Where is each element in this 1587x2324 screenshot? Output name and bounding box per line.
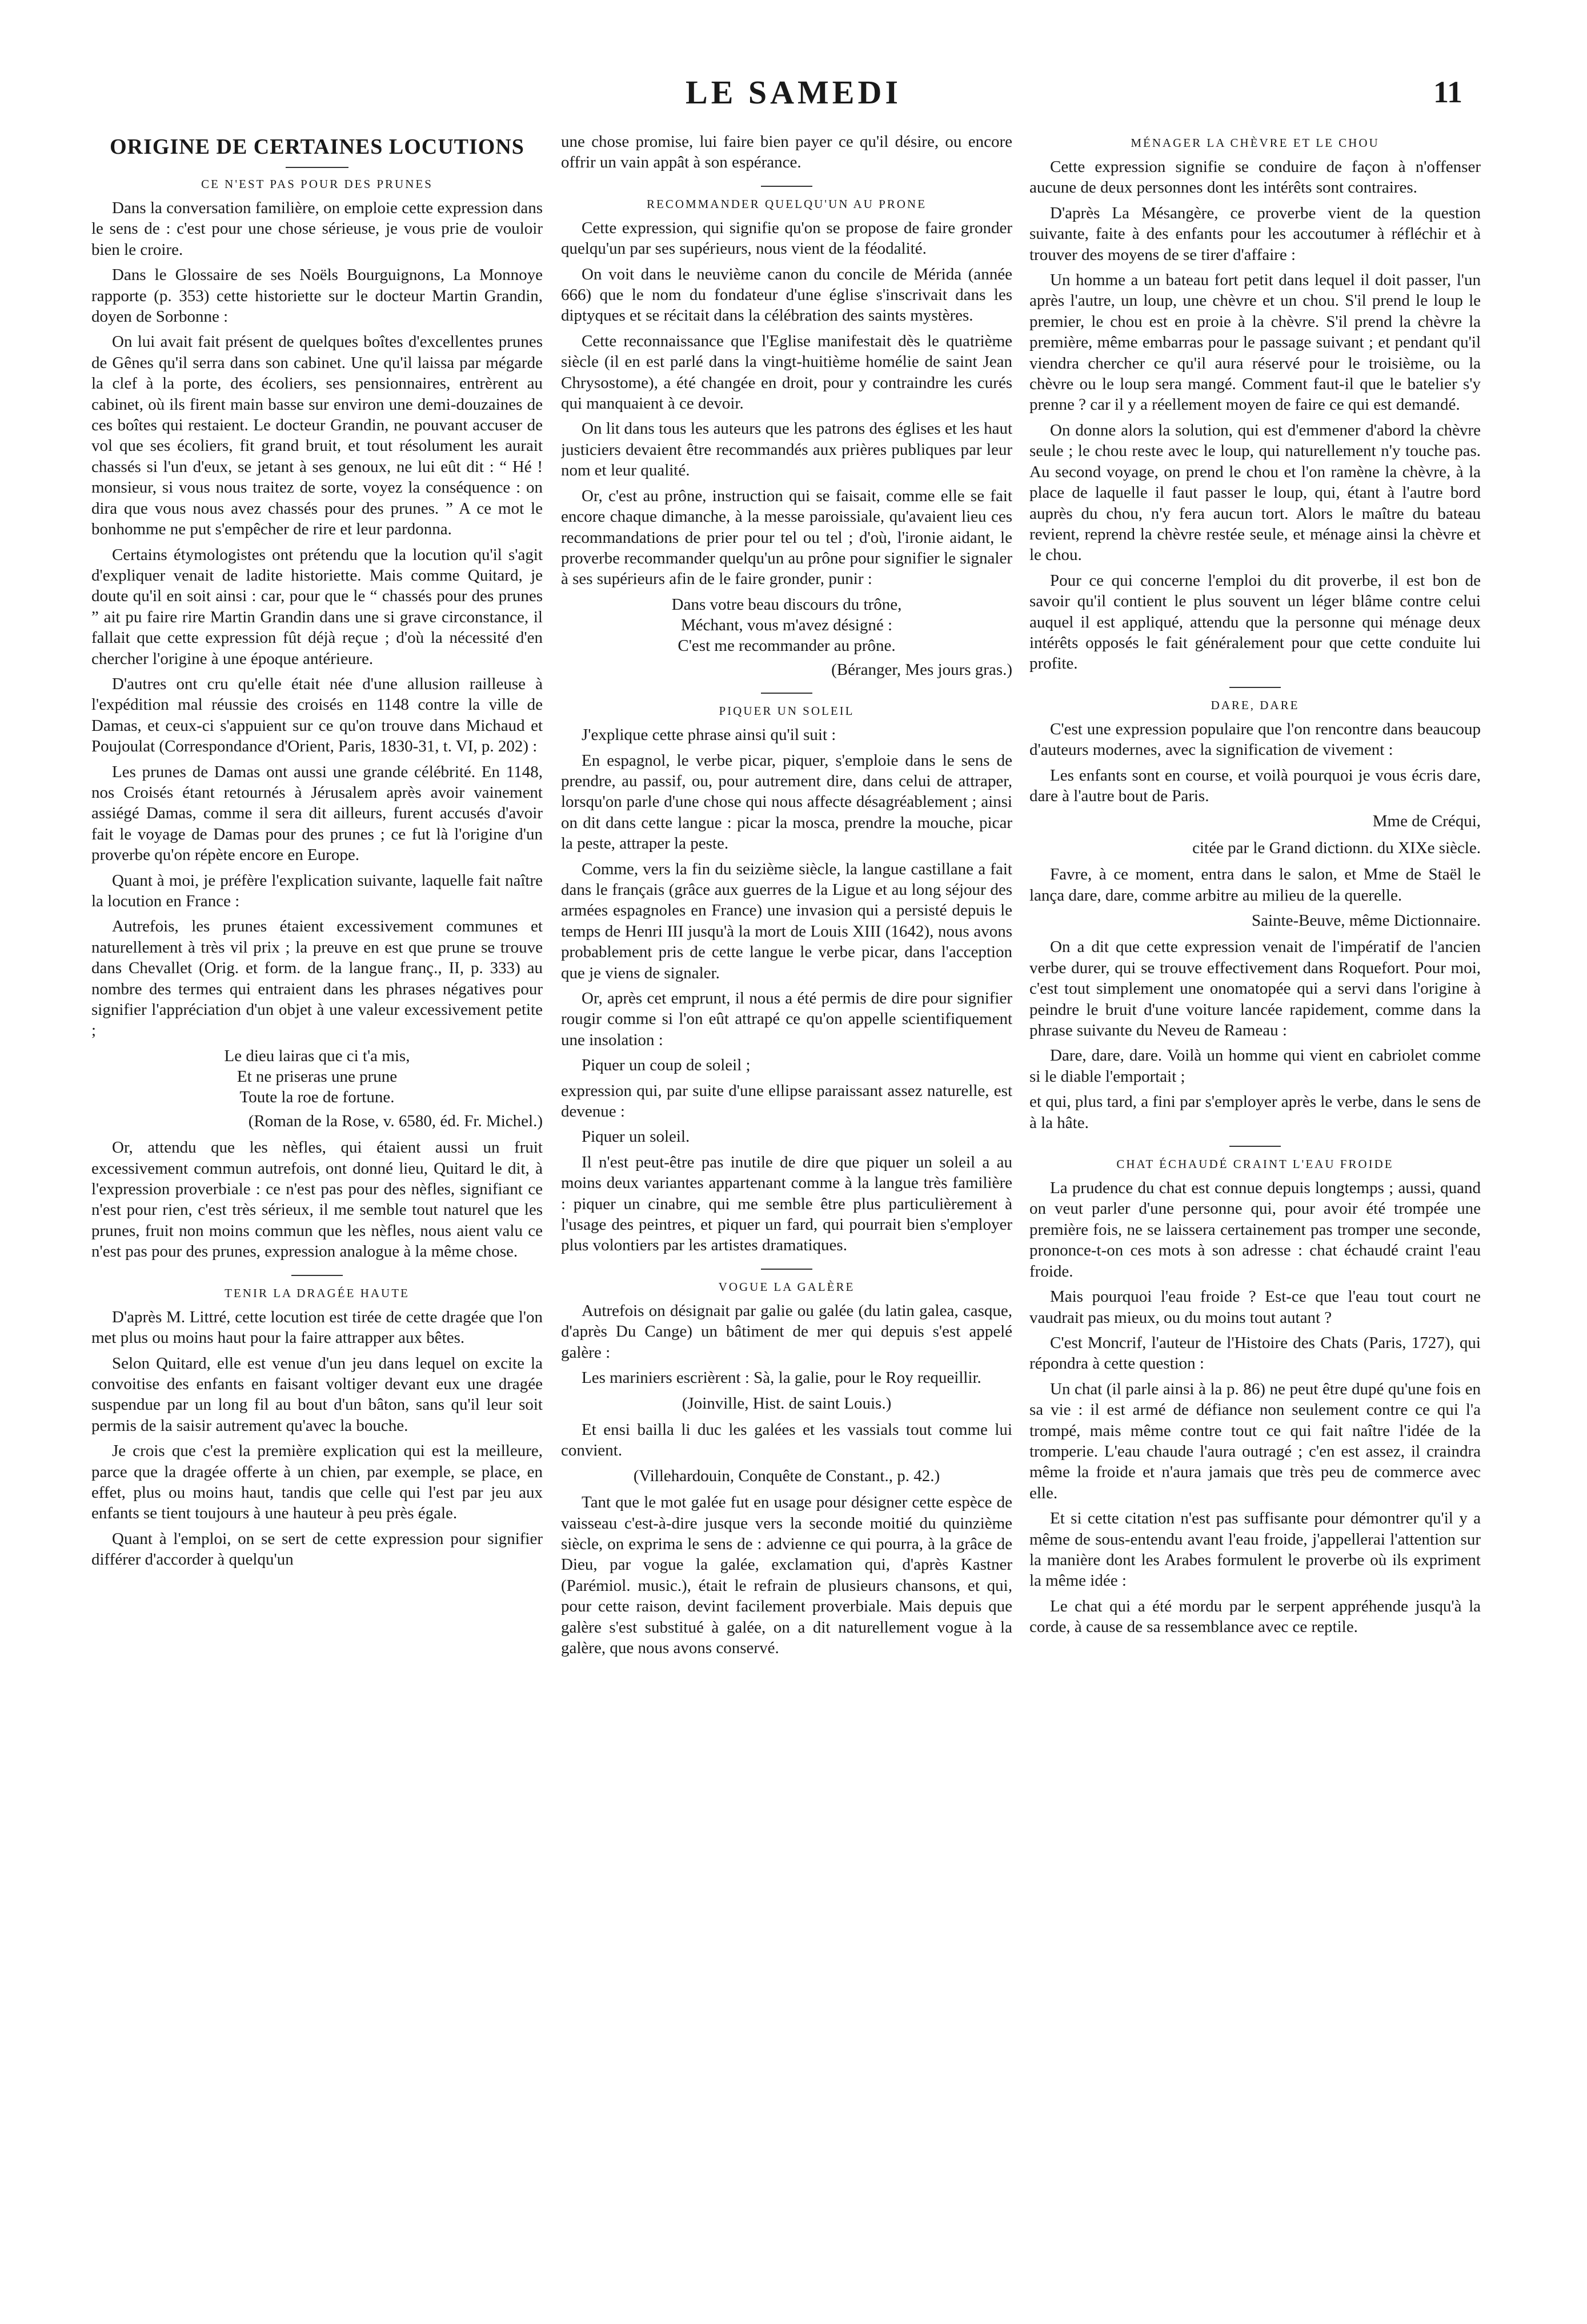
paragraph: et qui, plus tard, a fini par s'employer après le verbe, dans le sens de à la hâte. <box>1029 1093 1481 1132</box>
paragraph: Selon Quitard, elle est venue d'un jeu dans lequel on excite la convoitise des enfants en faisant voltiger devant eux une dragée suspendue par un long fil au bout d'un bâton, sans qu'il leur soit permis de la saisir autrement qu'avec la bouche. <box>91 1354 543 1435</box>
paragraph: Autrefois, les prunes étaient excessivement communes et naturellement à très vil prix ; la preuve en est que prune se trouve dans Chevallet (Orig. et form. de la langue franç., II, p. 333) au nombre des termes qui entraient dans les phrases négatives pour signifier l'appréciation d'un objet à une valeur excessivement petite ; <box>91 917 543 1040</box>
verse-quote <box>561 594 1012 656</box>
column-2 <box>561 131 1012 2297</box>
section-separator <box>1229 1146 1281 1147</box>
paragraph: Certains étymologistes ont prétendu que la locution qu'il s'agit d'expliquer venait de ladite historiette. Mais comme Quitard, je doute qu'il en soit ainsi : car, pour que le “ chassés pour des prunes ” ait pu faire rire Martin Grandin dans une si grave circonstance, il fallait que cette expression fût déjà reçue ; d'où la nécessité d'en chercher l'origine à une époque antérieure. <box>91 545 543 668</box>
column-1 <box>91 131 543 2297</box>
paragraph: C'est une expression populaire que l'on rencontre dans beaucoup d'auteurs modernes, avec la signification de vivement : <box>1029 719 1481 759</box>
section-separator <box>761 1269 812 1270</box>
quote-paragraph: Un homme a un bateau fort petit dans lequel il doit passer, l'un après l'autre, un loup, une chèvre et un chou. S'il prend le loup le premier, le chou est en proie à la chèvre. S'il prend la chèvre la première, même embarras pour le passage suivant ; et pendant qu'il viendra chercher ce qu'il aura réservé pour le troisième, ou la chèvre ou le loup sera mangé. Comment faut-il que le batelier s'y prenne ? car il y a réellement moyen de faire ce qui est demandé. <box>1029 271 1481 414</box>
paragraph: Cette reconnaissance que l'Eglise manifestait dès le quatrième siècle (il en est parlé dans la vingt-huitième homélie de saint Jean Chrysostome), a été changée en droit, pour y contraindre les curés qui manquaient à ce devoir. <box>561 331 1012 413</box>
section-heading-prone: RECOMMANDER QUELQU'UN AU PRONE <box>647 197 927 211</box>
citation: (Roman de la Rose, v. 6580, éd. Fr. Michel.) <box>248 1111 543 1130</box>
title-rule <box>286 167 348 168</box>
verse-line: Dans votre beau discours du trône, <box>671 595 902 614</box>
verse-line: C'est me recommander au prône. <box>678 636 896 655</box>
citation: (Béranger, Mes jours gras.) <box>831 660 1012 679</box>
section-separator <box>761 186 812 187</box>
paragraph: Quant à l'emploi, on se sert de cette expression pour signifier différer d'accorder à quelqu'un <box>91 1529 543 1569</box>
citation: Sainte-Beuve, même Dictionnaire. <box>1251 911 1481 930</box>
paragraph: Il n'est peut-être pas inutile de dire que piquer un soleil a au moins deux variantes appartenant comme à la langue très familière : piquer un cinabre, qui me semble être plus particulièrement à l'usage des peintres, et piquer un fard, qui pourrait bien s'employer plus volontiers par les artistes dramatiques. <box>561 1153 1012 1255</box>
citation: (Joinville, Hist. de saint Louis.) <box>682 1394 892 1413</box>
paragraph: Comme, vers la fin du seizième siècle, la langue castillane a fait dans le français (grâce aux guerres de la Ligue et au long séjour des armées espagnoles en France) une invasion qui a persisté depuis le temps de Henri III jusqu'à la mort de Louis XIII (1642), nous avons probablement pris de cette langue le verbe picar, dans l'acception que je viens de signaler. <box>561 859 1012 982</box>
citation: (Villehardouin, Conquête de Constant., p. 42.) <box>633 1466 940 1485</box>
section-separator <box>761 693 812 694</box>
paragraph: J'explique cette phrase ainsi qu'il suit : <box>582 726 836 745</box>
citation: Mme de Créqui, <box>1372 812 1481 831</box>
citation: citée par le Grand dictionn. du XIXe siècle. <box>1192 838 1481 857</box>
paragraph: Et si cette citation n'est pas suffisante pour démontrer qu'il y a même de sous-entendu avant l'eau froide, j'appellerai l'attention sur la manière dont les Arabes formulent le proverbe où ils expriment la même idée : <box>1029 1509 1481 1590</box>
paragraph-continued: une chose promise, lui faire bien payer ce qu'il désire, ou encore offrir un vain appât à son espérance. <box>561 133 1012 172</box>
paragraph: Tant que le mot galée fut en usage pour désigner cette espèce de vaisseau c'est-à-dire jusque vers la seconde moitié du quinzième siècle, on exprima le sens de : advienne ce qui pourra, à la grâce de Dieu, par vogue la galée, exclamation qui, d'après Kastner (Parémiol. music.), était le refrain de plusieurs chansons, et qui, pour cette raison, devint facilement proverbiale. Mais depuis que galère s'est substitué à galée, on a dit naturellement vogue à la galère, que nous avons conservé. <box>561 1493 1012 1657</box>
section-heading-galere: VOGUE LA GALÈRE <box>718 1279 855 1294</box>
verse-quote <box>91 1046 543 1107</box>
verse-line: Le dieu lairas que ci t'a mis, <box>224 1046 410 1065</box>
paragraph: D'après M. Littré, cette locution est tirée de cette dragée que l'on met plus ou moins haut pour la faire attrapper aux bêtes. <box>91 1307 543 1347</box>
section-separator <box>291 1275 343 1276</box>
paragraph: Dans la conversation familière, on emploie cette expression dans le sens de : c'est pour une chose sérieuse, je vous prie de vouloir bien le croire. <box>91 199 543 259</box>
quote-line: Piquer un coup de soleil ; <box>582 1056 751 1075</box>
paragraph: Cette expression signifie se conduire de façon à n'offenser aucune de deux personnes dont les intérêts sont contraires. <box>1029 158 1481 197</box>
section-heading-dare: DARE, DARE <box>1211 698 1300 712</box>
page-header <box>0 0 1587 131</box>
section-heading-chat: CHAT ÉCHAUDÉ CRAINT L'EAU FROIDE <box>1116 1157 1394 1171</box>
page-number: 11 <box>1433 75 1462 109</box>
paragraph: Je crois que c'est la première explication qui est la meilleure, parce que la dragée offerte à un chien, par exemple, se place, en effet, plus ou moins haut, tandis que celle qui l'est par jeu aux enfants se tient toujours à une hauteur à peu près égale. <box>91 1442 543 1523</box>
paragraph: Cette expression, qui signifie qu'on se propose de faire gronder quelqu'un par ses supérieurs, nous vient de la féodalité. <box>561 218 1012 258</box>
article-title: ORIGINE DE CERTAINES LOCUTIONS <box>110 135 524 159</box>
verse-line: Toute la roe de fortune. <box>239 1087 395 1106</box>
quote-paragraph: Et ensi bailla li duc les galées et les vassials tout comme lui convient. <box>561 1420 1012 1460</box>
paragraph: On a dit que cette expression venait de l'impératif de l'ancien verbe durer, qui se trouve effectivement dans Roquefort. Pour moi, c'est tout simplement une onomatopée qui a servi dans l'origine à peindre le bruit d'une voiture lancée rapidement, comme dans la phrase suivante du Neveu de Rameau : <box>1029 938 1481 1040</box>
paragraph: On lit dans tous les auteurs que les patrons des églises et les haut justiciers devaient être recommandés aux prières publiques par leur nom et leur qualité. <box>561 419 1012 480</box>
section-heading-prunes: CE N'EST PAS POUR DES PRUNES <box>201 177 433 191</box>
paragraph: Dans le Glossaire de ses Noëls Bourguignons, La Monnoye rapporte (p. 353) cette historiette sur le docteur Martin Grandin, doyen de Sorbonne : <box>91 266 543 326</box>
quote-paragraph: Le chat qui a été mordu par le serpent appréhende jusqu'à la corde, à cause de sa ressemblance avec ce reptile. <box>1029 1597 1481 1637</box>
paragraph: En espagnol, le verbe picar, piquer, s'emploie dans le sens de prendre, au passif, ou, pour autrement dire, dans celui de attraper, lorsqu'on parle d'une chose qui nous affecte désagréablement ; ainsi on dit dans cette langue : picar la mosca, prendre la mouche, picar la peste, attraper la peste. <box>561 751 1012 853</box>
paragraph: On donne alors la solution, qui est d'emmener d'abord la chèvre seule ; le chou reste avec le loup, qui naturellement n'y touche pas. Au second voyage, on prend le chou et l'on ramène la chèvre, à la place de laquelle il faut passer le loup, qui, étant à l'autre bord auprès du chou, n'y fera aucun tort. Alors le maître du bateau revient, reprend la chèvre restée seule, et ménage ainsi la chèvre et le chou. <box>1029 421 1481 565</box>
section-heading-chevre: MÉNAGER LA CHÈVRE ET LE CHOU <box>1131 136 1380 150</box>
paragraph: Autrefois on désignait par galie ou galée (du latin galea, casque, d'après Du Cange) un bâtiment de mer qui depuis s'est appelé galère : <box>561 1301 1012 1362</box>
quote-paragraph: Les prunes de Damas ont aussi une grande célébrité. En 1148, nos Croisés étant retournés à Jérusalem après avoir vainement assiégé Damas, comme il sera dit ailleurs, furent accusés d'avoir fait le voyage de Damas pour des prunes ; ce fut là l'origine d'un proverbe qu'on répète encore en Europe. <box>91 762 543 865</box>
paragraph: Quant à moi, je préfère l'explication suivante, laquelle fait naître la locution en France : <box>91 871 543 910</box>
quote-paragraph: On lui avait fait présent de quelques boîtes d'excellentes prunes de Gênes qu'il serra dans son cabinet. Une qu'il laissa par mégarde la clef à la porte, des écoliers, ses pensionnaires, entrèrent au cabinet, où ils firent main basse sur environ une demi-douzaines de ces boîtes qui restaient. Le docteur Grandin, ne pouvant accuser de vol que ses écoliers, fit grand bruit, et tout résolument les aurait chassés si l'un d'eux, se jetant à ses genoux, ne lui eût dit : “ Hé ! monsieur, si vous nous traitez de sorte, voyez la conséquence : on dira que vous nous avez chassés pour des prunes. ” A ce mot le bonhomme ne put s'empêcher de rire et leur pardonna. <box>91 333 543 539</box>
running-title: LE SAMEDI <box>686 74 901 111</box>
paragraph: D'après La Mésangère, ce proverbe vient de la question suivante, faite à des enfants pour les accoutumer à réfléchir et à trouver des moyens de se tirer d'affaire : <box>1029 203 1481 264</box>
paragraph: Or, après cet emprunt, il nous a été permis de dire pour signifier rougir comme si l'on eût attrapé ce qu'on appelle scientifiquement une insolation : <box>561 989 1012 1049</box>
quote-paragraph: Dare, dare, dare. Voilà un homme qui vient en cabriolet comme si le diable l'emportait ; <box>1029 1046 1481 1086</box>
paragraph: expression qui, par suite d'une ellipse paraissant assez naturelle, est devenue : <box>561 1081 1012 1121</box>
quote-paragraph: Les enfants sont en course, et voilà pourquoi je vous écris dare, dare à l'autre bout de Paris. <box>1029 766 1481 805</box>
section-heading-dragee: TENIR LA DRAGÉE HAUTE <box>225 1286 410 1300</box>
column-3 <box>1029 131 1481 2297</box>
section-separator <box>1229 687 1281 688</box>
quote-line: Piquer un soleil. <box>582 1127 690 1146</box>
quote-paragraph: Un chat (il parle ainsi à la p. 86) ne peut être dupé qu'une fois en sa vie : il est armé de défiance non seulement contre ce qui l'a trompé, mais même contre tout ce qui fait naître l'idée de la tromperie. L'eau chaude l'aura outragé ; c'en est assez, il craindra même la froide et n'aura jamais que très peu de commerce avec elle. <box>1029 1379 1481 1502</box>
paragraph: D'autres ont cru qu'elle était née d'une allusion railleuse à l'expédition mal réussie des croisés en 1148 contre la ville de Damas, et ceux-ci s'appuient sur ce qu'on trouve dans Michaud et Poujoulat (Correspondance d'Orient, Paris, 1830-31, t. VI, p. 202) : <box>91 674 543 756</box>
paragraph: Mais pourquoi l'eau froide ? Est-ce que l'eau tout court ne vaudrait pas mieux, ou du moins tout autant ? <box>1029 1287 1481 1327</box>
paragraph: Or, attendu que les nèfles, qui étaient aussi un fruit excessivement commun autrefois, ont donné lieu, Quitard le dit, à l'expression proverbiale : ce n'est pas pour des nèfles, signifiant ce n'est pour rien, c'est très sérieux, il me semble tout naturel que les prunes, fruit non moins commun que les nèfles, nous aient valu ce n'est pas pour des prunes, expression analogue à la même chose. <box>91 1138 543 1261</box>
paragraph: C'est Moncrif, l'auteur de l'Histoire des Chats (Paris, 1727), qui répondra à cette question : <box>1029 1333 1481 1373</box>
paragraph: Or, c'est au prône, instruction qui se faisait, comme elle se fait encore chaque dimanche, à la messe paroissiale, qu'avaient lieu ces recommandations de prier pour tel ou tel ; d'où, l'ironie aidant, le proverbe recommander quelqu'un au prône pour signifier le signaler à ses supérieurs afin de le faire gronder, punir : <box>561 486 1012 589</box>
paragraph: On voit dans le neuvième canon du concile de Mérida (année 666) que le nom du fondateur d'une église s'inscrivait dans les diptyques et se récitait dans la célébration des saints mystères. <box>561 265 1012 325</box>
verse-line: Méchant, vous m'avez désigné : <box>680 615 893 634</box>
verse-line: Et ne priseras une prune <box>237 1067 398 1086</box>
quote-paragraph: Favre, à ce moment, entra dans le salon, et Mme de Staël le lança dare, dare, comme arbitre au milieu de la querelle. <box>1029 865 1481 905</box>
quote-paragraph: Les mariniers escrièrent : Sà, la galie, pour le Roy requeillir. <box>582 1369 981 1387</box>
section-heading-soleil: PIQUER UN SOLEIL <box>719 704 855 718</box>
paragraph: Pour ce qui concerne l'emploi du dit proverbe, il est bon de savoir qu'il contient le plus souvent un léger blâme contre celui auquel il est appliqué, attendu que la personne qui ménage deux intérêts opposés le fait généralement pour que cette conduite lui profite. <box>1029 571 1481 673</box>
paragraph: La prudence du chat est connue depuis longtemps ; aussi, quand on veut parler d'une personne qui, pour avoir été trompée une première fois, ne se laissera certainement pas tromper une seconde, prononce-t-on ces mots à son adresse : chat échaudé craint l'eau froide. <box>1029 1179 1481 1281</box>
